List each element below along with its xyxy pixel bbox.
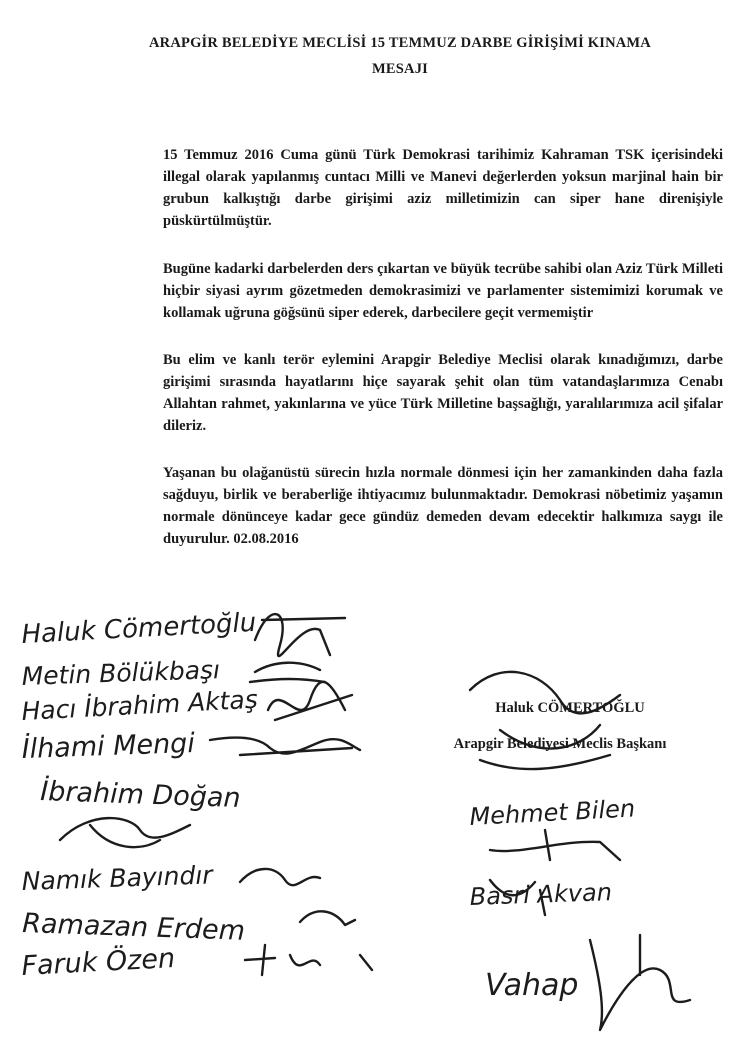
handwritten-name-7 (22, 908, 355, 947)
signatory-title: Arapgir Belediyesi Meclis Başkanı (453, 736, 667, 752)
document-title (130, 30, 670, 82)
paragraph-2: Bugüne kadarki darbelerden ders çıkartan ve büyük tecrübe sahibi olan Aziz Türk Milleti hiçbir siyasi ayrım gözetmeden demokrasimizi ve parlamenter sistemimizi korumak ve kollamak uğruna göğsünü siper ederek, darbecilere geçit vermemiştir (163, 261, 723, 321)
paragraph-4: Yaşanan bu olağanüstü sürecin hızla normale dönmesi için her zamankinden daha fazla sağduyu, birlik ve beraberliğe ihtiyacımız bulunmaktadır. Demokrasi nöbetimiz yaşamın normale dönünceye kadar gece gündüz demeden devam edecektir halkımıza saygı ile duyurulur. 02.08.2016 (163, 465, 723, 547)
svg-text:Namık Bayındır: Namık Bayındır (21, 860, 213, 896)
signatures-area (0, 560, 750, 1046)
handwritten-name-5 (40, 775, 241, 814)
svg-text:Hacı İbrahim Aktaş: Hacı İbrahim Aktaş (20, 684, 259, 726)
handwritten-name-4 (21, 727, 360, 765)
paragraph-1: 15 Temmuz 2016 Cuma günü Türk Demokrasi tarihimiz Kahraman TSK içerisindeki illegal olarak yapılanmış cuntacı Milli ve Manevi değerlerden yoksun marjinal hain bir grubun kalkıştığı darbe girişimi aziz milletimizin can siper hane direnişiyle püskürtülmüştür. (163, 147, 723, 229)
handwritten-name-9 (469, 794, 636, 860)
handwritten-name-8 (21, 942, 372, 982)
handwritten-name-11 (485, 935, 690, 1030)
handwritten-name-10 (469, 878, 612, 915)
svg-text:Faruk Özen: Faruk Özen (20, 942, 176, 982)
handwritten-name-1 (21, 608, 345, 656)
svg-text:Vahap: Vahap (485, 968, 579, 1003)
svg-text:Mehmet Bilen: Mehmet Bilen (468, 794, 636, 831)
signatory-name: Haluk CÖMERTOĞLU (495, 700, 645, 716)
handwritten-name-2 (21, 655, 325, 691)
svg-text:Metin Bölükbaşı: Metin Bölükbaşı (21, 655, 221, 691)
paragraph-3: Bu elim ve kanlı terör eylemini Arapgir Belediye Meclisi olarak kınadığımızı, darbe girişimi sırasında hayatlarını hiçe sayarak şehit olan tüm vatandaşlarımıza Cenabı Allahtan rahmet, yakınlarına ve yüce Türk Milletine başsağlığı, yaralılarımıza acil şifalar dileriz. (163, 352, 723, 434)
svg-text:İbrahim Doğan: İbrahim Doğan (39, 776, 242, 814)
svg-text:Haluk Cömertoğlu: Haluk Cömertoğlu (20, 607, 257, 650)
title-line-1: ARAPGİR BELEDİYE MECLİSİ 15 TEMMUZ DARBE GİRİŞİMİ KINAMA (149, 35, 651, 51)
signatures-drawing (0, 560, 750, 1046)
handwritten-name-6 (21, 860, 320, 896)
president-signature (470, 672, 620, 769)
title-line-2: MESAJI (372, 61, 428, 77)
handwritten-mark-1 (60, 818, 190, 847)
svg-text:İlhami Mengi: İlhami Mengi (21, 727, 196, 765)
svg-text:Ramazan Erdem: Ramazan Erdem (21, 908, 246, 947)
svg-text:Basri Akvan: Basri Akvan (469, 878, 613, 911)
